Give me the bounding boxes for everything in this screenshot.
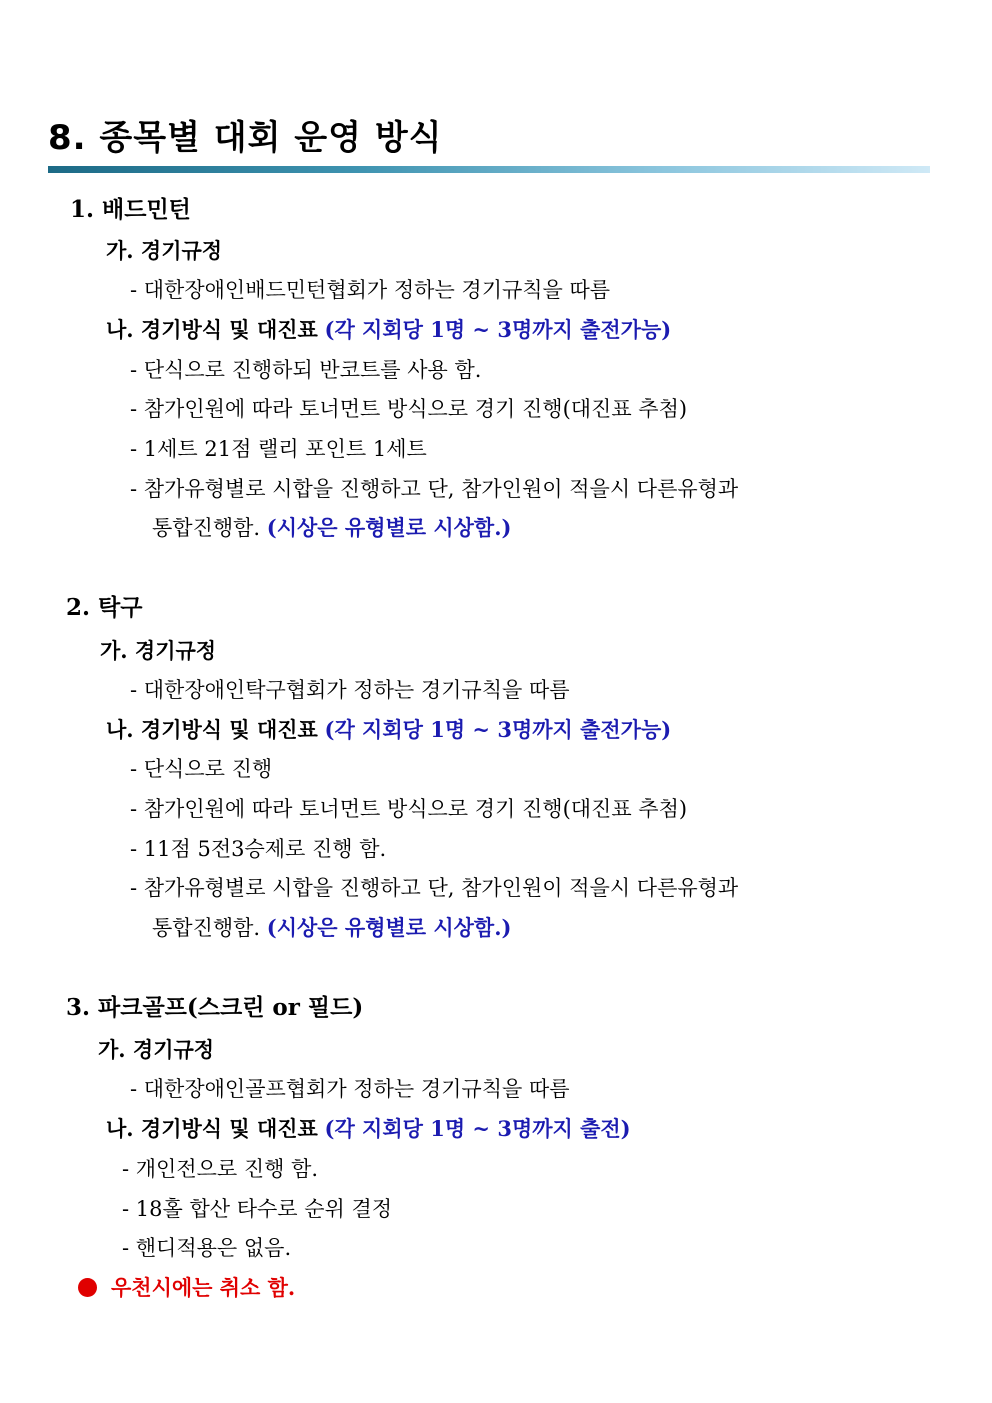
table-tennis-item-2: - 참가인원에 따라 토너먼트 방식으로 경기 진행(대진표 추첨) — [130, 797, 688, 821]
park-golf-rules-item: - 대한장애인골프협회가 정하는 경기규칙을 따름 — [130, 1077, 570, 1101]
table-tennis-item-4: - 참가유형별로 시합을 진행하고 단, 참가인원이 적을시 다른유형과 — [130, 876, 739, 900]
rain-cancel-notice — [78, 1274, 295, 1302]
badminton-cont-text: 통합진행함. — [152, 516, 261, 540]
table-tennis-cont-text: 통합진행함. — [152, 916, 261, 940]
badminton-award-note: (시상은 유형별로 시상함.) — [266, 515, 512, 540]
badminton-item-2: - 참가인원에 따라 토너먼트 방식으로 경기 진행(대진표 추첨) — [130, 397, 688, 421]
badminton-format-line — [106, 316, 671, 344]
badminton-item-3: - 1세트 21점 랠리 포인트 1세트 — [130, 437, 427, 461]
table-tennis-format-note: (각 지회당 1명 ~ 3명까지 출전가능) — [324, 717, 672, 742]
badminton-item-4-continued — [152, 514, 511, 542]
page-title: 8. 종목별 대회 운영 방식 — [48, 118, 443, 158]
table-tennis-rules-item: - 대한장애인탁구협회가 정하는 경기규칙을 따름 — [130, 678, 570, 702]
badminton-format-note: (각 지회당 1명 ~ 3명까지 출전가능) — [324, 317, 672, 342]
table-tennis-award-note: (시상은 유형별로 시상함.) — [266, 915, 512, 940]
table-tennis-item-3: - 11점 5전3승제로 진행 함. — [130, 837, 387, 861]
section-heading-badminton: 1. 배드민턴 — [70, 196, 191, 223]
park-golf-item-3: - 핸디적용은 없음. — [122, 1236, 292, 1260]
section-heading-table-tennis: 2. 탁구 — [66, 594, 143, 621]
park-golf-format-note: (각 지회당 1명 ~ 3명까지 출전) — [324, 1116, 631, 1141]
red-bullet-icon — [78, 1278, 97, 1297]
park-golf-rules-heading: 가. 경기규정 — [98, 1037, 215, 1062]
table-tennis-item-4-continued — [152, 914, 511, 942]
table-tennis-rules-heading: 가. 경기규정 — [100, 638, 217, 663]
section-heading-park-golf: 3. 파크골프(스크린 or 필드) — [66, 994, 364, 1021]
table-tennis-item-1: - 단식으로 진행 — [130, 757, 273, 781]
table-tennis-format-heading: 나. 경기방식 및 대진표 — [106, 717, 318, 742]
badminton-item-4: - 참가유형별로 시합을 진행하고 단, 참가인원이 적을시 다른유형과 — [130, 477, 739, 501]
park-golf-item-1: - 개인전으로 진행 함. — [122, 1157, 319, 1181]
park-golf-item-2: - 18홀 합산 타수로 순위 결정 — [122, 1197, 393, 1221]
badminton-format-heading: 나. 경기방식 및 대진표 — [106, 317, 318, 342]
title-underline-bar — [48, 166, 930, 173]
badminton-rules-heading: 가. 경기규정 — [106, 238, 223, 263]
park-golf-format-heading: 나. 경기방식 및 대진표 — [106, 1116, 318, 1141]
badminton-rules-item: - 대한장애인배드민턴협회가 정하는 경기규칙을 따름 — [130, 278, 611, 302]
table-tennis-format-line — [106, 716, 671, 744]
rain-cancel-notice-text: 우천시에는 취소 함. — [111, 1275, 296, 1300]
badminton-item-1: - 단식으로 진행하되 반코트를 사용 함. — [130, 358, 482, 382]
park-golf-format-line — [106, 1115, 631, 1143]
